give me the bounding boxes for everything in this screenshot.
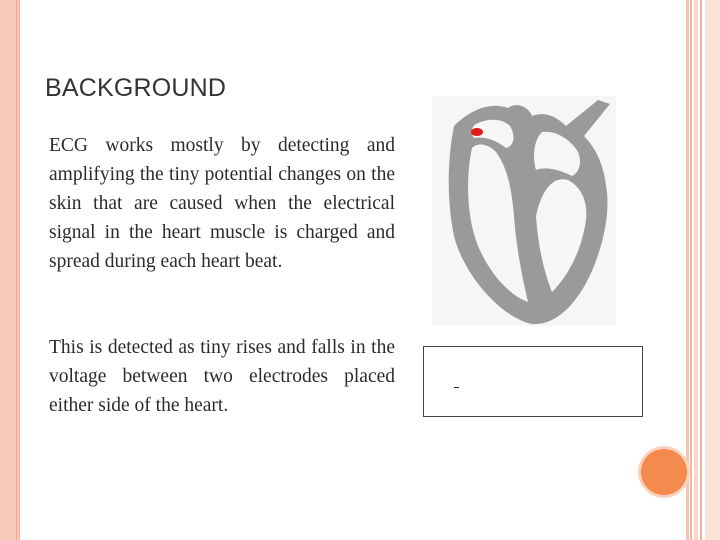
right-decorative-stripe: [700, 0, 702, 540]
decorative-circle: [641, 449, 687, 495]
right-decorative-stripe: [686, 0, 689, 540]
body-paragraph-2: This is detected as tiny rises and falls in the voltage between two electrodes placed either side of the heart.: [49, 337, 395, 416]
right-decorative-stripe: [705, 0, 720, 540]
slide-title: BACKGROUND: [45, 74, 227, 102]
body-paragraph-1: ECG works mostly by detecting and amplifying the tiny potential changes on the skin that are caused when the electrical signal in the heart muscle is charged and spread during each heart beat.: [49, 135, 395, 272]
sinoatrial-node-icon: [470, 127, 484, 137]
left-border-line-inner: [19, 0, 20, 540]
ecg-trace-panel: [423, 346, 643, 417]
ecg-trace-line: [454, 387, 459, 388]
heart-cross-section-icon: [432, 96, 616, 326]
heart-diagram: [432, 96, 616, 326]
right-decorative-stripe: [694, 0, 698, 540]
right-decorative-stripe: [690, 0, 692, 540]
left-border-line: [16, 0, 17, 540]
